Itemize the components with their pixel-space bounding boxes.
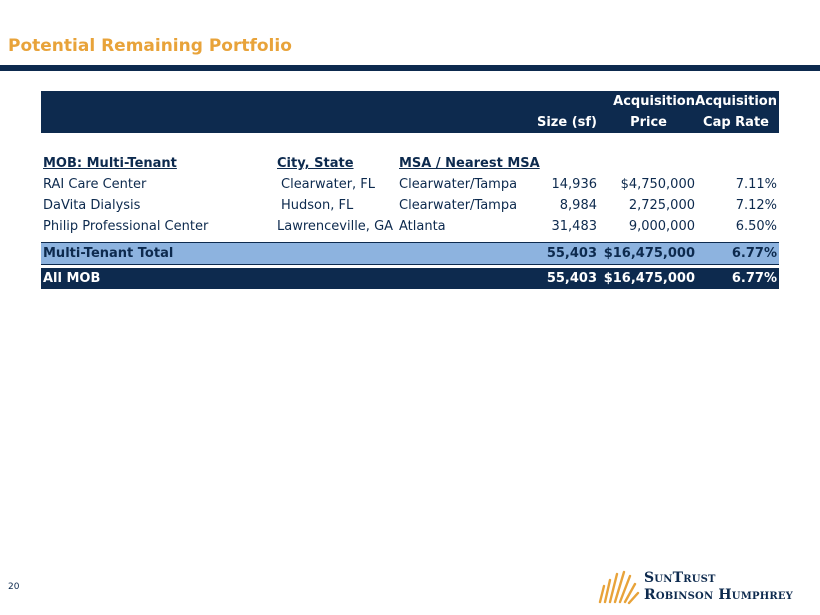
row-city: Hudson, FL: [281, 198, 354, 213]
row-city: Lawrenceville, GA: [277, 219, 394, 234]
row-msa: Clearwater/Tampa: [399, 198, 518, 213]
section-header: [41, 153, 779, 174]
total-row: [41, 268, 779, 290]
row-cap: 6.50%: [735, 219, 777, 234]
row-name: DaVita Dialysis: [43, 198, 141, 213]
row-msa: Clearwater/Tampa: [399, 177, 518, 192]
company-logo: [596, 566, 796, 606]
row-price: 2,725,000: [628, 198, 695, 213]
section-msa-header: MSA / Nearest MSA: [399, 156, 540, 171]
total-size: 55,403: [546, 271, 597, 286]
subtotal-row: [41, 242, 779, 265]
row-size: 14,936: [551, 177, 597, 192]
row-name: Philip Professional Center: [43, 219, 209, 234]
table-row: [41, 216, 779, 237]
subtotal-price: $16,475,000: [603, 246, 695, 261]
portfolio-table: [41, 91, 779, 290]
subtotal-name: Multi-Tenant Total: [43, 246, 174, 261]
logo-line2: Robinson Humphrey: [644, 587, 794, 603]
header-cap-line2: Cap Rate: [703, 115, 769, 130]
row-price: $4,750,000: [620, 177, 695, 192]
total-price: $16,475,000: [603, 271, 695, 286]
page-title: Potential Remaining Portfolio: [8, 36, 292, 56]
table-row: [41, 195, 779, 216]
logo-line1: SunTrust: [644, 570, 716, 586]
row-size: 31,483: [551, 219, 597, 234]
total-name: All MOB: [43, 271, 101, 286]
table-row: [41, 174, 779, 195]
row-city: Clearwater, FL: [281, 177, 376, 192]
row-size: 8,984: [559, 198, 597, 213]
header-price-line1: Acquisition: [613, 94, 695, 109]
row-name: RAI Care Center: [43, 177, 147, 192]
section-city-header: City, State: [277, 156, 354, 171]
page-number: 20: [8, 582, 20, 592]
subtotal-cap: 6.77%: [731, 246, 777, 261]
total-cap: 6.77%: [731, 271, 777, 286]
suntrust-sun-icon: [596, 566, 640, 606]
subtotal-size: 55,403: [546, 246, 597, 261]
row-cap: 7.11%: [735, 177, 777, 192]
row-msa: Atlanta: [399, 219, 446, 234]
section-name: MOB: Multi-Tenant: [43, 156, 177, 171]
row-price: 9,000,000: [628, 219, 695, 234]
header-price-line2: Price: [630, 115, 667, 130]
header-size: Size (sf): [536, 115, 597, 130]
title-divider: [0, 65, 820, 71]
header-cap-line1: Acquisition: [695, 94, 777, 109]
row-cap: 7.12%: [735, 198, 777, 213]
table-header: [41, 91, 779, 133]
